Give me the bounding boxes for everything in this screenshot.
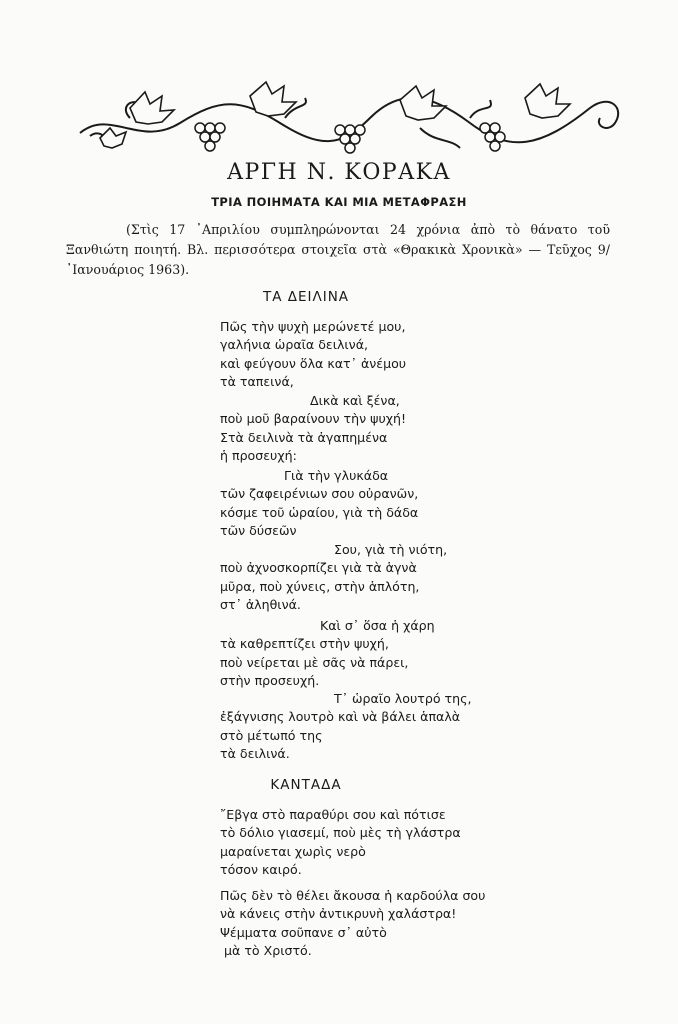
poem1-stanza-1 <box>220 318 540 392</box>
verse-line: γαλήνια ὡραῖα δειλινά, <box>220 337 369 353</box>
collection-subtitle: ΤΡΙΑ ΠΟΙΗΜΑΤΑ ΚΑΙ ΜΙΑ ΜΕΤΑΦΡΑΣΗ <box>211 195 467 209</box>
verse-line: Πῶς δὲν τὸ θέλει ἄκουσα ἡ καρδούλα σου <box>220 888 486 903</box>
verse-line: τῶν δύσεῶν <box>220 523 297 539</box>
verse-line: ποὺ μοῦ βαραίνουν τὴν ψυχή! <box>220 411 407 427</box>
verse-line: στὴν προσευχή. <box>220 673 320 689</box>
verse-line: μῦρα, ποὺ χύνεις, στὴν ἁπλότη, <box>220 578 420 594</box>
verse-line: Τ᾿ ὡραῖο λουτρό της, <box>334 691 472 706</box>
verse-line: Ψέμματα σοῦπανε σ᾿ αὐτὸ <box>220 924 387 940</box>
verse-line: τὰ καθρεπτίζει στὴν ψυχή, <box>220 636 389 652</box>
intro-note: (Στὶς 17 ᾿Απριλίου συμπληρώνονται 24 χρόνια ἀπὸ τὸ θάνατο τοῦ Ξανθιώτη ποιητή. Βλ. περισσότερα στοιχεῖα στὰ «Θρακικὰ Χρονικὰ» — Τεῦχος 9/ ᾿Ιανουάριος 1963). <box>66 222 610 277</box>
verse-line: στ᾿ ἀληθινά. <box>220 597 301 613</box>
verse-line: μαραίνεται χωρὶς νερὸ <box>220 843 366 859</box>
verse-line: Δικὰ καὶ ξένα, <box>310 393 400 408</box>
verse-line: τὰ δειλινά. <box>220 746 290 762</box>
verse-line: κόσμε τοῦ ὡραίου, γιὰ τὴ δάδα <box>220 504 419 520</box>
verse-line: τῶν ζαφειρένιων σου οὐρανῶν, <box>220 486 419 502</box>
verse-line: στὸ μέτωπό της <box>220 727 323 743</box>
poem1-stanza-6 <box>220 690 540 764</box>
poem-title-deilina: ΤΑ ΔΕΙΛΙΝΑ <box>262 289 350 305</box>
verse-line: ῎Εβγα στὸ παραθύρι σου καὶ πότισε <box>220 807 446 822</box>
verse-line: ποὺ ἀχνοσκορπίζει γιὰ τὰ ἁγνὰ <box>220 560 417 576</box>
poem1-stanza-4 <box>220 541 540 615</box>
verse-line: νὰ κάνεις στὴν ἀντικρυνὴ χαλάστρα! <box>220 906 457 922</box>
author-name: ΑΡΓΗ Ν. ΚΟΡΑΚΑ <box>227 160 451 185</box>
poem1-stanza-2 <box>220 392 540 466</box>
verse-line: μὰ τὸ Χριστό. <box>224 943 312 959</box>
verse-line: τὸ δόλιο γιασεμί, ποὺ μὲς τὴ γλάστρα <box>220 825 461 841</box>
verse-line: τὰ ταπεινά, <box>220 374 294 390</box>
grapevine-ornament-icon <box>70 78 630 158</box>
poem2-stanza-2 <box>220 887 540 961</box>
verse-line: Πῶς τὴν ψυχὴ μερώνετέ μου, <box>220 319 406 334</box>
verse-line: Στὰ δειλινὰ τὰ ἀγαπημένα <box>220 429 388 445</box>
verse-line: Καὶ σ᾿ ὅσα ἡ χάρη <box>320 618 435 633</box>
verse-line: Σου, γιὰ τὴ νιότη, <box>334 542 448 557</box>
verse-line: καὶ φεύγουν ὅλα κατ᾿ ἀνέμου <box>220 355 407 371</box>
verse-line: Γιὰ τὴν γλυκάδα <box>284 468 389 483</box>
poem-title-kantada: ΚΑΝΤΑΔΑ <box>270 777 342 793</box>
verse-line: ποὺ νείρεται μὲ σᾶς νὰ πάρει, <box>220 654 409 670</box>
poem2-stanza-1 <box>220 806 540 880</box>
verse-line: τόσον καιρό. <box>220 862 302 878</box>
verse-line: ἡ προσευχή: <box>220 448 297 464</box>
poem1-stanza-5 <box>220 617 540 691</box>
verse-line: ἐξάγνισης λουτρὸ καὶ νὰ βάλει ἁπαλὰ <box>220 709 461 725</box>
poem1-stanza-3 <box>220 467 540 541</box>
